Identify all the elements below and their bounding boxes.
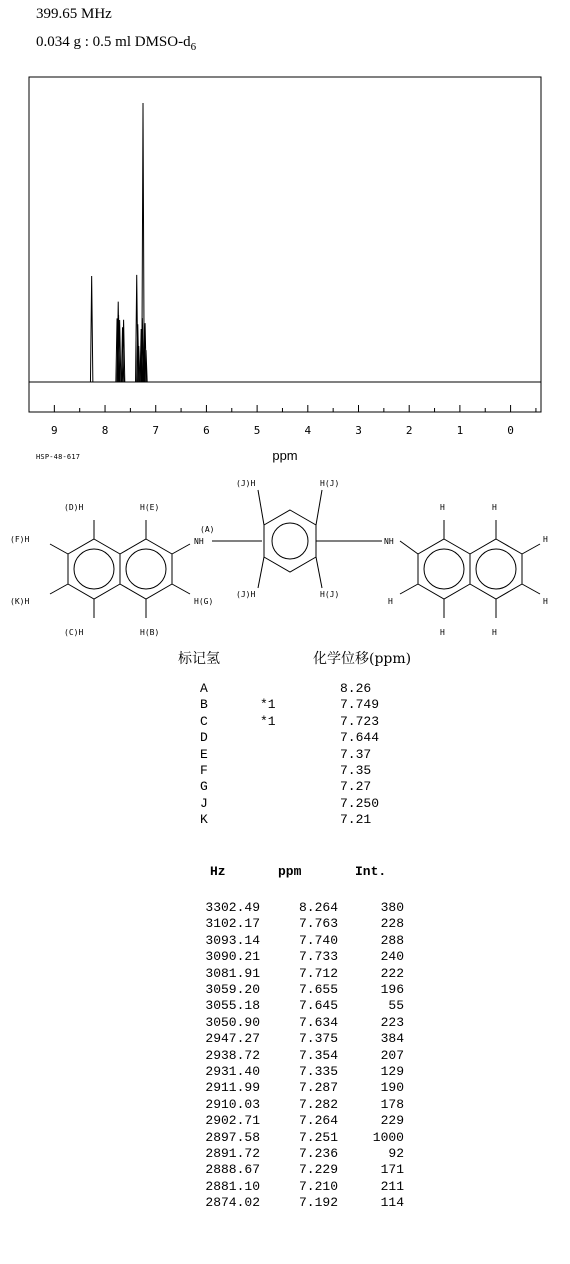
assignment-note: *1: [260, 713, 276, 729]
x-tick-label: 9: [51, 424, 58, 437]
label-nh-right: NH: [384, 537, 394, 546]
bond-r7: [400, 584, 418, 594]
spectrum-peak: [90, 276, 92, 382]
right-ring-2-aromatic: [476, 549, 516, 589]
peak-hz: 3055.18: [205, 998, 260, 1014]
peak-ppm: 7.375: [298, 1031, 338, 1047]
assignment-shift: 7.644: [340, 730, 380, 746]
label-a: (A): [200, 525, 215, 534]
peak-int: 207: [380, 1047, 404, 1063]
peak-hz: 2938.72: [205, 1047, 260, 1063]
peak-ppm: 7.655: [298, 982, 338, 997]
peak-ppm: 7.229: [298, 1162, 338, 1178]
peak-header-hz: Hz: [210, 864, 226, 879]
peak-hz: 2881.10: [205, 1178, 260, 1194]
peak-hz: 2911.99: [205, 1080, 260, 1096]
peak-int: 1000: [372, 1129, 404, 1145]
peak-int: 384: [380, 1031, 404, 1047]
left-naphthyl: [50, 520, 262, 618]
peak-ppm: 7.645: [298, 998, 338, 1014]
assignment-note: *1: [260, 697, 276, 713]
spectrum-code: HSP-48-617: [36, 453, 81, 461]
peak-ppm: 7.264: [298, 1113, 338, 1129]
central-ring-aromatic: [272, 523, 308, 559]
peak-int: 129: [380, 1064, 404, 1079]
peak-int: 55: [388, 998, 404, 1014]
peak-hz: 3050.90: [205, 1014, 260, 1030]
peak-int: 229: [380, 1113, 404, 1129]
peak-hz: 3102.17: [205, 916, 260, 932]
left-ring-1-aromatic: [74, 549, 114, 589]
sample-prefix: 0.034 g : 0.5 ml DMSO-d: [36, 34, 191, 50]
label-rh-4: H: [543, 597, 548, 606]
assignment-label: D: [200, 730, 208, 746]
peak-hz: 2947.27: [205, 1031, 260, 1047]
peak-ppm: 7.733: [298, 949, 338, 965]
peak-int: 222: [380, 965, 404, 981]
x-tick-label: 8: [101, 424, 109, 437]
label-g: H(G): [194, 597, 214, 606]
peak-hz: 3093.14: [205, 932, 260, 948]
peak-hz: 2910.03: [205, 1096, 260, 1112]
label-rh-2: H: [492, 503, 497, 512]
peak-int: 223: [380, 1014, 404, 1030]
label-rh-6: H: [492, 628, 497, 637]
label-nh-left: NH: [194, 537, 204, 546]
bond-j2: [316, 490, 322, 525]
peak-hz: 3059.20: [205, 982, 260, 997]
peak-int: 196: [380, 982, 404, 997]
peak-ppm: 8.264: [298, 900, 338, 915]
assignment-label: G: [200, 779, 208, 795]
label-j2: H(J): [320, 479, 340, 488]
peak-hz: 2902.71: [205, 1113, 260, 1129]
peak-ppm: 7.354: [298, 1047, 338, 1063]
assignment-shift: 7.250: [340, 795, 380, 811]
assignment-shift: 7.21: [340, 812, 372, 828]
peak-hz: 3302.49: [205, 900, 260, 915]
assignment-header-shift: 化学位移(ppm): [313, 651, 412, 667]
assignment-shift: 7.723: [340, 713, 380, 729]
assignment-shift: 7.37: [340, 746, 372, 762]
peak-int: 178: [380, 1096, 404, 1112]
peak-ppm: 7.763: [298, 916, 338, 932]
peak-hz: 3081.91: [205, 965, 260, 981]
bond-r4: [522, 584, 540, 594]
assignment-label: J: [200, 795, 208, 811]
peak-ppm: 7.712: [298, 965, 338, 981]
bond-r3: [522, 544, 540, 554]
peak-int: 380: [380, 900, 404, 915]
label-j3: (J)H: [236, 590, 256, 599]
label-rh-7: H: [388, 597, 393, 606]
peak-int: 171: [380, 1162, 404, 1178]
peak-ppm: 7.192: [298, 1195, 338, 1211]
bond-j1: [258, 490, 264, 525]
bond-j3: [258, 557, 264, 588]
peak-int: 228: [380, 916, 404, 932]
label-f: (F)H: [10, 535, 30, 544]
label-j4: H(J): [320, 590, 340, 599]
assignment-label: C: [200, 713, 208, 729]
peak-header-ppm: ppm: [278, 864, 302, 879]
peak-ppm: 7.335: [298, 1064, 338, 1079]
assignment-header-label: 标记氢: [178, 651, 220, 667]
peak-hz: 2874.02: [205, 1195, 260, 1211]
assignment-label: E: [200, 746, 208, 762]
x-tick-label: 5: [253, 424, 261, 437]
label-d: (D)H: [64, 503, 84, 512]
right-ring-1: [418, 539, 470, 599]
label-k: (K)H: [10, 597, 30, 606]
label-rh-5: H: [440, 628, 445, 637]
left-ring-2: [120, 539, 172, 599]
x-tick-label: 4: [304, 424, 312, 437]
spectrometer-frequency: 399.65 MHz: [36, 6, 112, 22]
assignment-shift: 8.26: [340, 681, 372, 696]
peak-int: 190: [380, 1080, 404, 1096]
assignment-label: A: [200, 681, 208, 696]
peak-hz: 2897.58: [205, 1129, 260, 1145]
bond-k: [50, 584, 68, 594]
plot-frame: [29, 77, 541, 412]
peak-hz: 3090.21: [205, 949, 260, 965]
label-c: (C)H: [64, 628, 84, 637]
x-tick-label: 1: [456, 424, 464, 437]
peak-hz: 2891.72: [205, 1146, 260, 1161]
nmr-spectrum-chart: [0, 0, 570, 470]
left-ring-2-aromatic: [126, 549, 166, 589]
bond-j4: [316, 557, 322, 588]
sample-subscript: 6: [190, 41, 197, 53]
x-tick-label: 6: [203, 424, 210, 437]
central-phenylene: [258, 490, 382, 588]
peak-int: 211: [380, 1178, 404, 1194]
peak-int: 240: [380, 949, 404, 965]
peak-header-int: Int.: [355, 864, 387, 879]
peak-ppm: 7.251: [298, 1129, 338, 1145]
x-tick-label: 2: [405, 424, 413, 437]
left-ring-1: [68, 539, 120, 599]
bond-f: [50, 544, 68, 554]
right-naphthyl: [400, 520, 540, 618]
bond-nh-left: [172, 544, 190, 554]
peak-int: 114: [380, 1195, 404, 1211]
molecular-structure: [0, 470, 570, 645]
x-tick-label: 7: [152, 424, 160, 437]
label-b: H(B): [140, 628, 160, 637]
label-e: H(E): [140, 503, 160, 512]
peak-ppm: 7.287: [298, 1080, 338, 1096]
x-tick-label: 3: [355, 424, 362, 437]
peak-hz: 2888.67: [205, 1162, 260, 1178]
assignment-shift: 7.749: [340, 697, 380, 713]
x-axis-ticks: [51, 405, 536, 437]
peak-ppm: 7.740: [298, 932, 338, 948]
peak-ppm: 7.210: [298, 1178, 338, 1194]
right-ring-1-aromatic: [424, 549, 464, 589]
assignment-label: K: [200, 812, 208, 828]
peak-int: 288: [380, 932, 404, 948]
label-j1: (J)H: [236, 479, 256, 488]
label-rh-1: H: [440, 503, 445, 512]
assignment-label: F: [200, 763, 208, 778]
spectrum-peaks: [90, 103, 147, 382]
peak-ppm: 7.634: [298, 1014, 338, 1030]
bond-g: [172, 584, 190, 594]
label-rh-3: H: [543, 535, 548, 544]
assignment-shift: 7.35: [340, 763, 372, 778]
peak-ppm: 7.236: [298, 1146, 338, 1161]
right-ring-2: [470, 539, 522, 599]
x-axis-label: ppm: [272, 448, 298, 463]
assignment-shift: 7.27: [340, 779, 372, 795]
x-tick-label: 0: [507, 424, 514, 437]
peak-int: 92: [388, 1146, 404, 1161]
bond-nh-right: [400, 541, 418, 554]
peak-hz: 2931.40: [205, 1064, 260, 1079]
peak-ppm: 7.282: [298, 1096, 338, 1112]
assignment-label: B: [200, 697, 208, 713]
